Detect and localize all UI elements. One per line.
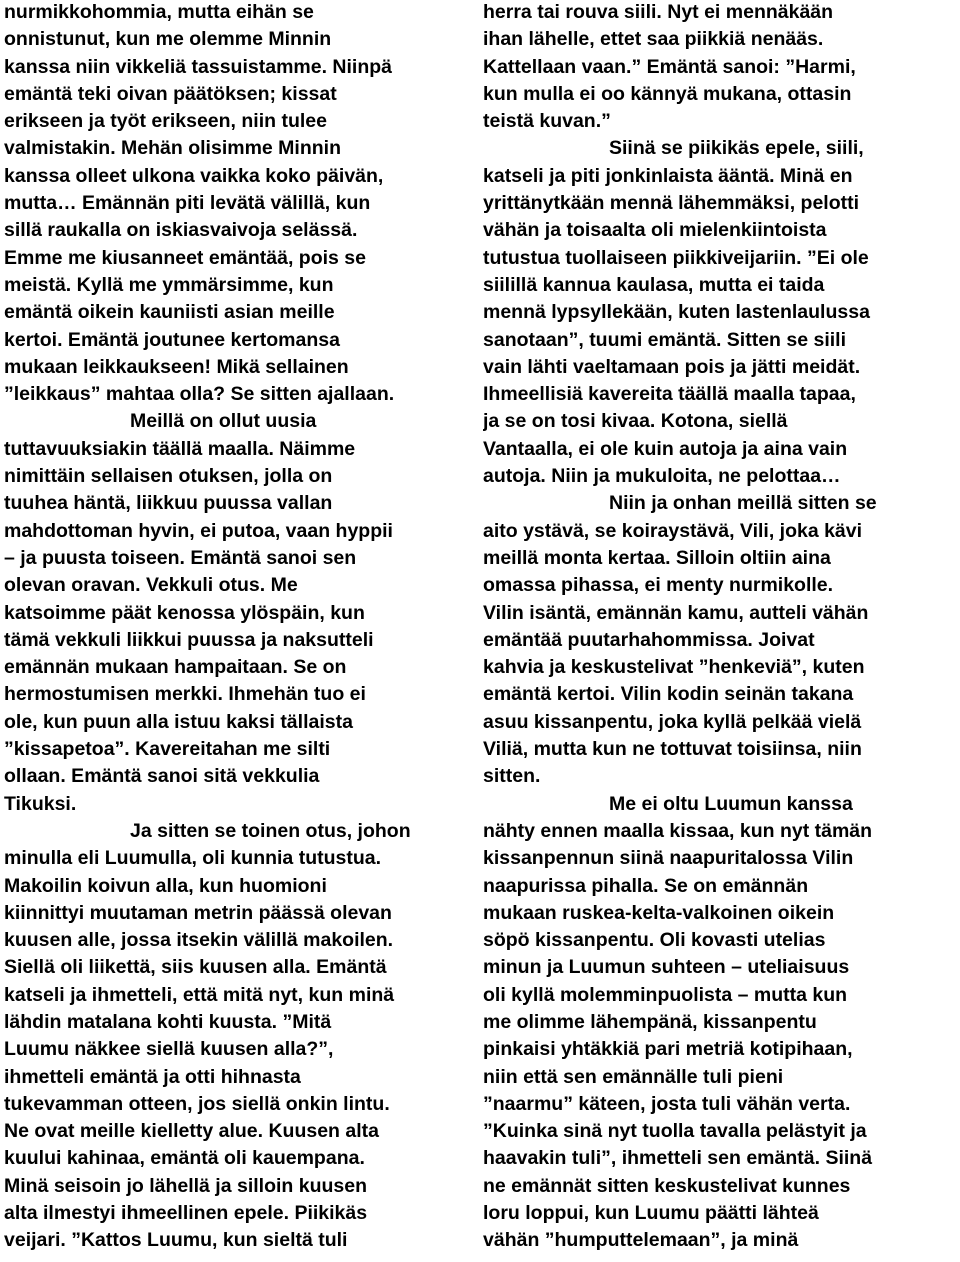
text-line: minun ja Luumun suhteen – uteliaisuus <box>483 956 850 979</box>
paragraph-start-line: Ja sitten se toinen otus, johon <box>130 819 411 842</box>
text-line: kuului kahinaa, emäntä oli kauempana. <box>4 1147 365 1170</box>
right-text-column <box>483 0 959 1256</box>
text-line: söpö kissanpentu. Oli kovasti utelias <box>483 929 826 952</box>
text-line: emäntä oikein kauniisti asian meille <box>4 301 335 324</box>
paragraph-start-line: Me ei oltu Luumun kanssa <box>609 792 853 815</box>
text-line: siilillä kannua kaulasa, mutta ei taida <box>483 273 825 296</box>
text-line: vain lähti vaeltamaan pois ja jätti meidät. <box>483 355 861 378</box>
text-line: mukaan leikkaukseen! Mikä sellainen <box>4 355 349 378</box>
text-line: nimittäin sellaisen otuksen, jolla on <box>4 465 333 488</box>
text-line: asuu kissanpentu, joka kyllä pelkää vielä <box>483 710 862 733</box>
text-line: Emme me kiusanneet emäntää, pois se <box>4 246 366 269</box>
text-line: kissanpennun siinä naapuritalossa Vilin <box>483 847 854 870</box>
text-line: ”Kuinka sinä nyt tuolla tavalla pelästyit ja <box>483 1120 867 1143</box>
text-line: ja se on tosi kivaa. Kotona, siellä <box>483 410 788 433</box>
text-line: emännän mukaan hampaitaan. Se on <box>4 656 347 679</box>
text-line: haavakin tuli”, ihmetteli sen emäntä. Siinä <box>483 1147 873 1170</box>
text-line: Tikuksi. <box>4 792 77 815</box>
text-line: olevan oravan. Vekkuli otus. Me <box>4 574 298 597</box>
text-line: ihan lähelle, ettet saa piikkiä nenääs. <box>483 28 824 51</box>
text-line: vähän ”humputtelemaan”, ja minä <box>483 1229 799 1252</box>
left-text-column <box>4 0 480 1256</box>
text-line: tutustua tuollaiseen piikkiveijariin. ”Ei ole <box>483 246 869 269</box>
text-line: Minä seisoin jo lähellä ja silloin kuusen <box>4 1174 368 1197</box>
paragraph-start-line: Niin ja onhan meillä sitten se <box>609 492 877 515</box>
text-line: emäntä teki oivan päätöksen; kissat <box>4 82 337 105</box>
text-line: Vilin isäntä, emännän kamu, autteli vähän <box>483 601 869 624</box>
text-line: – ja puusta toiseen. Emäntä sanoi sen <box>4 546 357 569</box>
text-line: veijari. ”Kattos Luumu, kun sieltä tuli <box>4 1229 348 1252</box>
text-line: kiinnittyi muutaman metrin päässä olevan <box>4 901 392 924</box>
text-line: sanotaan”, tuumi emäntä. Sitten se siili <box>483 328 847 351</box>
text-line: sillä raukalla on iskiasvaivoja selässä. <box>4 219 358 242</box>
text-line: katsoimme päät kenossa ylöspäin, kun <box>4 601 365 624</box>
text-line: minulla eli Luumulla, oli kunnia tutustua. <box>4 847 382 870</box>
text-line: mukaan ruskea-kelta-valkoinen oikein <box>483 901 835 924</box>
text-line: Vantaalla, ei ole kuin autoja ja aina vain <box>483 437 848 460</box>
text-line: Viliä, mutta kun ne tottuvat toisiinsa, niin <box>483 738 862 761</box>
text-line: autoja. Niin ja mukuloita, ne pelottaa… <box>483 465 841 488</box>
text-line: onnistunut, kun me olemme Minnin <box>4 28 332 51</box>
text-line: sitten. <box>483 765 541 788</box>
text-line: naapurissa pihalla. Se on emännän <box>483 874 809 897</box>
text-line: teistä kuvan.” <box>483 110 611 133</box>
text-line: ”naarmu” käteen, josta tuli vähän verta. <box>483 1092 851 1115</box>
text-line: mahdottoman hyvin, ei putoa, vaan hyppii <box>4 519 393 542</box>
text-line: nurmikkohommia, mutta eihän se <box>4 1 314 23</box>
text-line: lähdin matalana kohti kuusta. ”Mitä <box>4 1010 332 1033</box>
text-line: oli kyllä molemminpuolista – mutta kun <box>483 983 848 1006</box>
text-line: erikseen ja työt erikseen, niin tulee <box>4 110 327 133</box>
text-line: Ne ovat meille kielletty alue. Kuusen alta <box>4 1120 379 1143</box>
paragraph-start-line: Meillä on ollut uusia <box>130 410 317 433</box>
text-line: tuttavuuksiakin täällä maalla. Näimme <box>4 437 356 460</box>
text-line: kanssa niin vikkeliä tassuistamme. Niinpä <box>4 55 393 78</box>
text-line: ”kissapetoa”. Kavereitahan me silti <box>4 738 331 761</box>
text-line: Siellä oli liikettä, siis kuusen alla. Emäntä <box>4 956 387 979</box>
text-line: katseli ja piti jonkinlaista ääntä. Minä en <box>483 164 853 187</box>
text-line: hermostumisen merkki. Ihmehän tuo ei <box>4 683 366 706</box>
text-line: tuuhea häntä, liikkuu puussa vallan <box>4 492 333 515</box>
text-line: mennä lypsyllekään, kuten lastenlaulussa <box>483 301 870 324</box>
text-line: yrittänytkään mennä lähemmäksi, pelotti <box>483 192 860 215</box>
text-line: kahvia ja keskustelivat ”henkeviä”, kuten <box>483 656 865 679</box>
text-line: ”leikkaus” mahtaa olla? Se sitten ajallaan. <box>4 383 395 406</box>
text-line: kanssa olleet ulkona vaikka koko päivän, <box>4 164 384 187</box>
text-line: mutta… Emännän piti levätä välillä, kun <box>4 192 371 215</box>
text-line: herra tai rouva siili. Nyt ei mennäkään <box>483 1 834 23</box>
text-line: emäntää puutarhahommissa. Joivat <box>483 628 815 651</box>
text-line: valmistakin. Mehän olisimme Minnin <box>4 137 341 160</box>
text-line: emäntä kertoi. Vilin kodin seinän takana <box>483 683 854 706</box>
text-line: me olimme lähempänä, kissanpentu <box>483 1010 817 1033</box>
text-line: pinkaisi yhtäkkiä pari metriä kotipihaan, <box>483 1038 853 1061</box>
text-line: alta ilmestyi ihmeellinen epele. Piikikäs <box>4 1202 368 1225</box>
text-line: niin että sen emännälle tuli pieni <box>483 1065 784 1088</box>
paragraph-start-line: Siinä se piikikäs epele, siili, <box>609 137 864 160</box>
text-line: kun mulla ei oo kännyä mukana, ottasin <box>483 82 852 105</box>
text-line: tämä vekkuli liikkui puussa ja naksutteli <box>4 628 374 651</box>
text-line: meillä monta kertaa. Silloin oltiin aina <box>483 546 831 569</box>
text-line: vähän ja toisaalta oli mielenkiintoista <box>483 219 827 242</box>
text-line: loru loppui, kun Luumu päätti lähteä <box>483 1202 819 1225</box>
text-line: ollaan. Emäntä sanoi sitä vekkulia <box>4 765 320 788</box>
text-line: ne emännät sitten keskustelivat kunnes <box>483 1174 851 1197</box>
text-line: katseli ja ihmetteli, että mitä nyt, kun minä <box>4 983 395 1006</box>
text-line: ihmetteli emäntä ja otti hihnasta <box>4 1065 301 1088</box>
text-line: meistä. Kyllä me ymmärsimme, kun <box>4 273 334 296</box>
text-line: tukevamman otteen, jos siellä onkin lintu. <box>4 1092 390 1115</box>
text-line: Luumu näkkee siellä kuusen alla?”, <box>4 1038 334 1061</box>
text-line: kuusen alle, jossa itsekin välillä makoilen. <box>4 929 394 952</box>
text-line: kertoi. Emäntä joutunee kertomansa <box>4 328 340 351</box>
text-line: Ihmeellisiä kavereita täällä maalla tapaa, <box>483 383 856 406</box>
text-line: ole, kun puun alla istuu kaksi tällaista <box>4 710 353 733</box>
text-line: nähty ennen maalla kissaa, kun nyt tämän <box>483 819 873 842</box>
text-line: Kattellaan vaan.” Emäntä sanoi: ”Harmi, <box>483 55 856 78</box>
text-line: Makoilin koivun alla, kun huomioni <box>4 874 327 897</box>
text-line: aito ystävä, se koiraystävä, Vili, joka kävi <box>483 519 863 542</box>
text-line: omassa pihassa, ei menty nurmikolle. <box>483 574 834 597</box>
